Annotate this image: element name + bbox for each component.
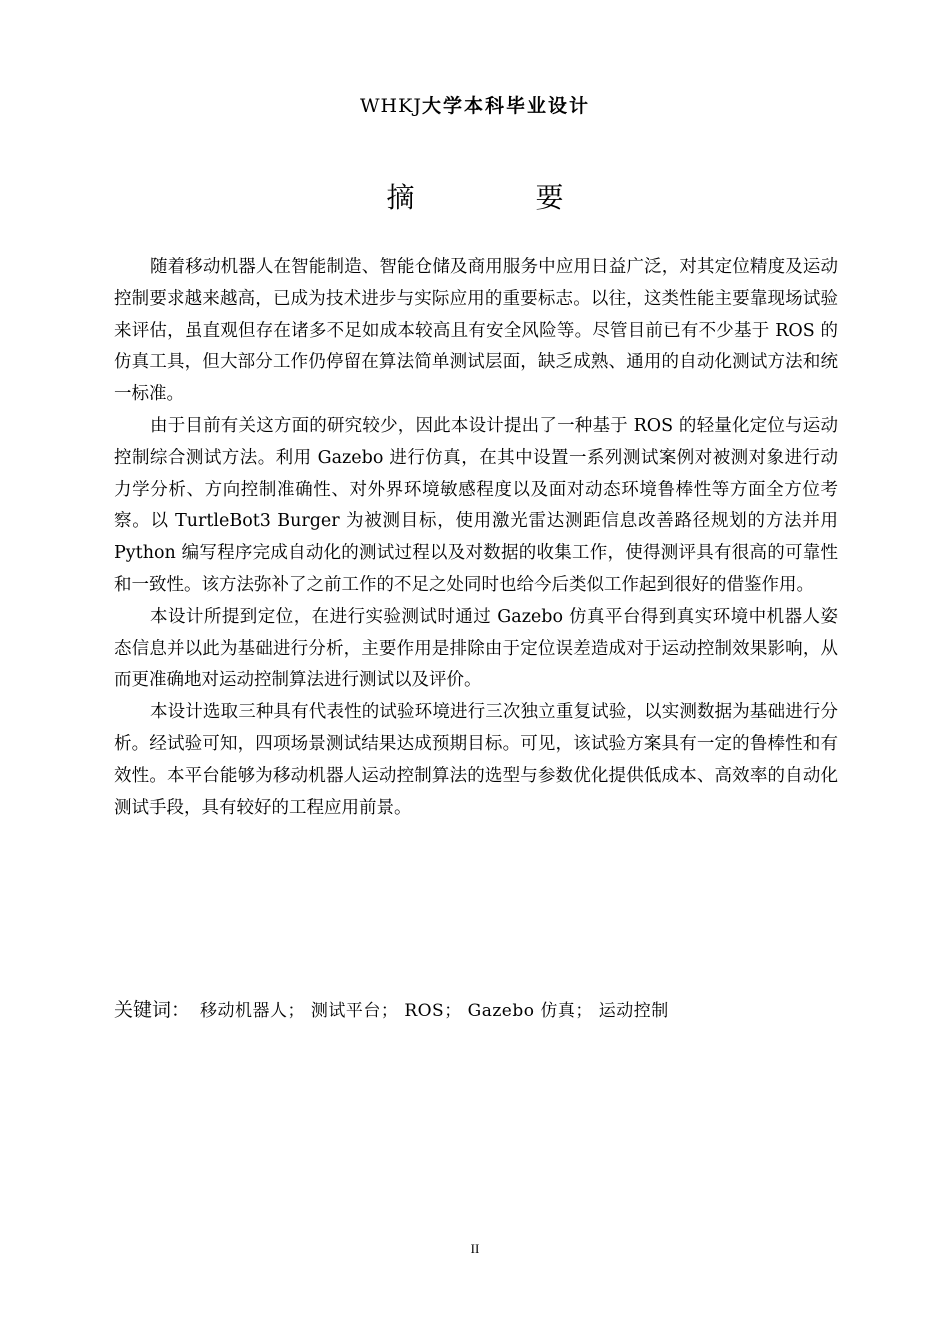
keywords-list: 移动机器人； 测试平台； ROS； Gazebo 仿真； 运动控制 — [200, 1001, 669, 1021]
page-number: II — [470, 1241, 480, 1256]
abstract-paragraph-3: 本设计所提到定位，在进行实验测试时通过 Gazebo 仿真平台得到真实环境中机器人姿态信息并以此为基础进行分析，主要作用是排除由于定位误差造成对于运动控制效果影响，从而更准确地对运动控制算法进行测试以及评价。 — [114, 606, 838, 691]
abstract-paragraph-1: 随着移动机器人在智能制造、智能仓储及商用服务中应用日益广泛，对其定位精度及运动控制要求越来越高，已成为技术进步与实际应用的重要标志。以往，这类性能主要靠现场试验来评估，虽直观但存在诸多不足如成本较高且有安全风险等。尽管目前已有不少基于 ROS 的仿真工具，但大部分工作仍停留在算法简单测试层面，缺乏成熟、通用的自动化测试方法和统一标准。 — [114, 257, 838, 405]
abstract-paragraph-2: 由于目前有关这方面的研究较少，因此本设计提出了一种基于 ROS 的轻量化定位与运动控制综合测试方法。利用 Gazebo 进行仿真，在其中设置一系列测试案例对被测对象进行动力学分析、方向控制准确性、对外界环境敏感程度以及面对动态环境鲁棒性等方面全方位考察。以 TurtleBot3 Burger 为被测目标，使用激光雷达测距信息改善路径规划的方法并用 Python 编写程序完成自动化的测试过程以及对数据的收集工作，使得测评具有很高的可靠性和一致性。该方法弥补了之前工作的不足之处同时也给今后类似工作起到很好的借鉴作用。 — [114, 415, 838, 595]
keywords-label: 关键词： — [114, 999, 191, 1021]
keywords-line — [114, 996, 838, 1025]
abstract-body — [114, 252, 838, 824]
header-school-title: 大学本科毕业设计 — [421, 95, 590, 117]
document-header — [0, 93, 950, 119]
abstract-title: 摘 要 — [386, 181, 620, 214]
header-prefix: WHKJ — [360, 95, 422, 117]
abstract-paragraph-4: 本设计选取三种具有代表性的试验环境进行三次独立重复试验，以实测数据为基础进行分析。经试验可知，四项场景测试结果达成预期目标。可见，该试验方案具有一定的鲁棒性和有效性。本平台能够为移动机器人运动控制算法的选型与参数优化提供低成本、高效率的自动化测试手段，具有较好的工程应用前景。 — [114, 702, 838, 818]
